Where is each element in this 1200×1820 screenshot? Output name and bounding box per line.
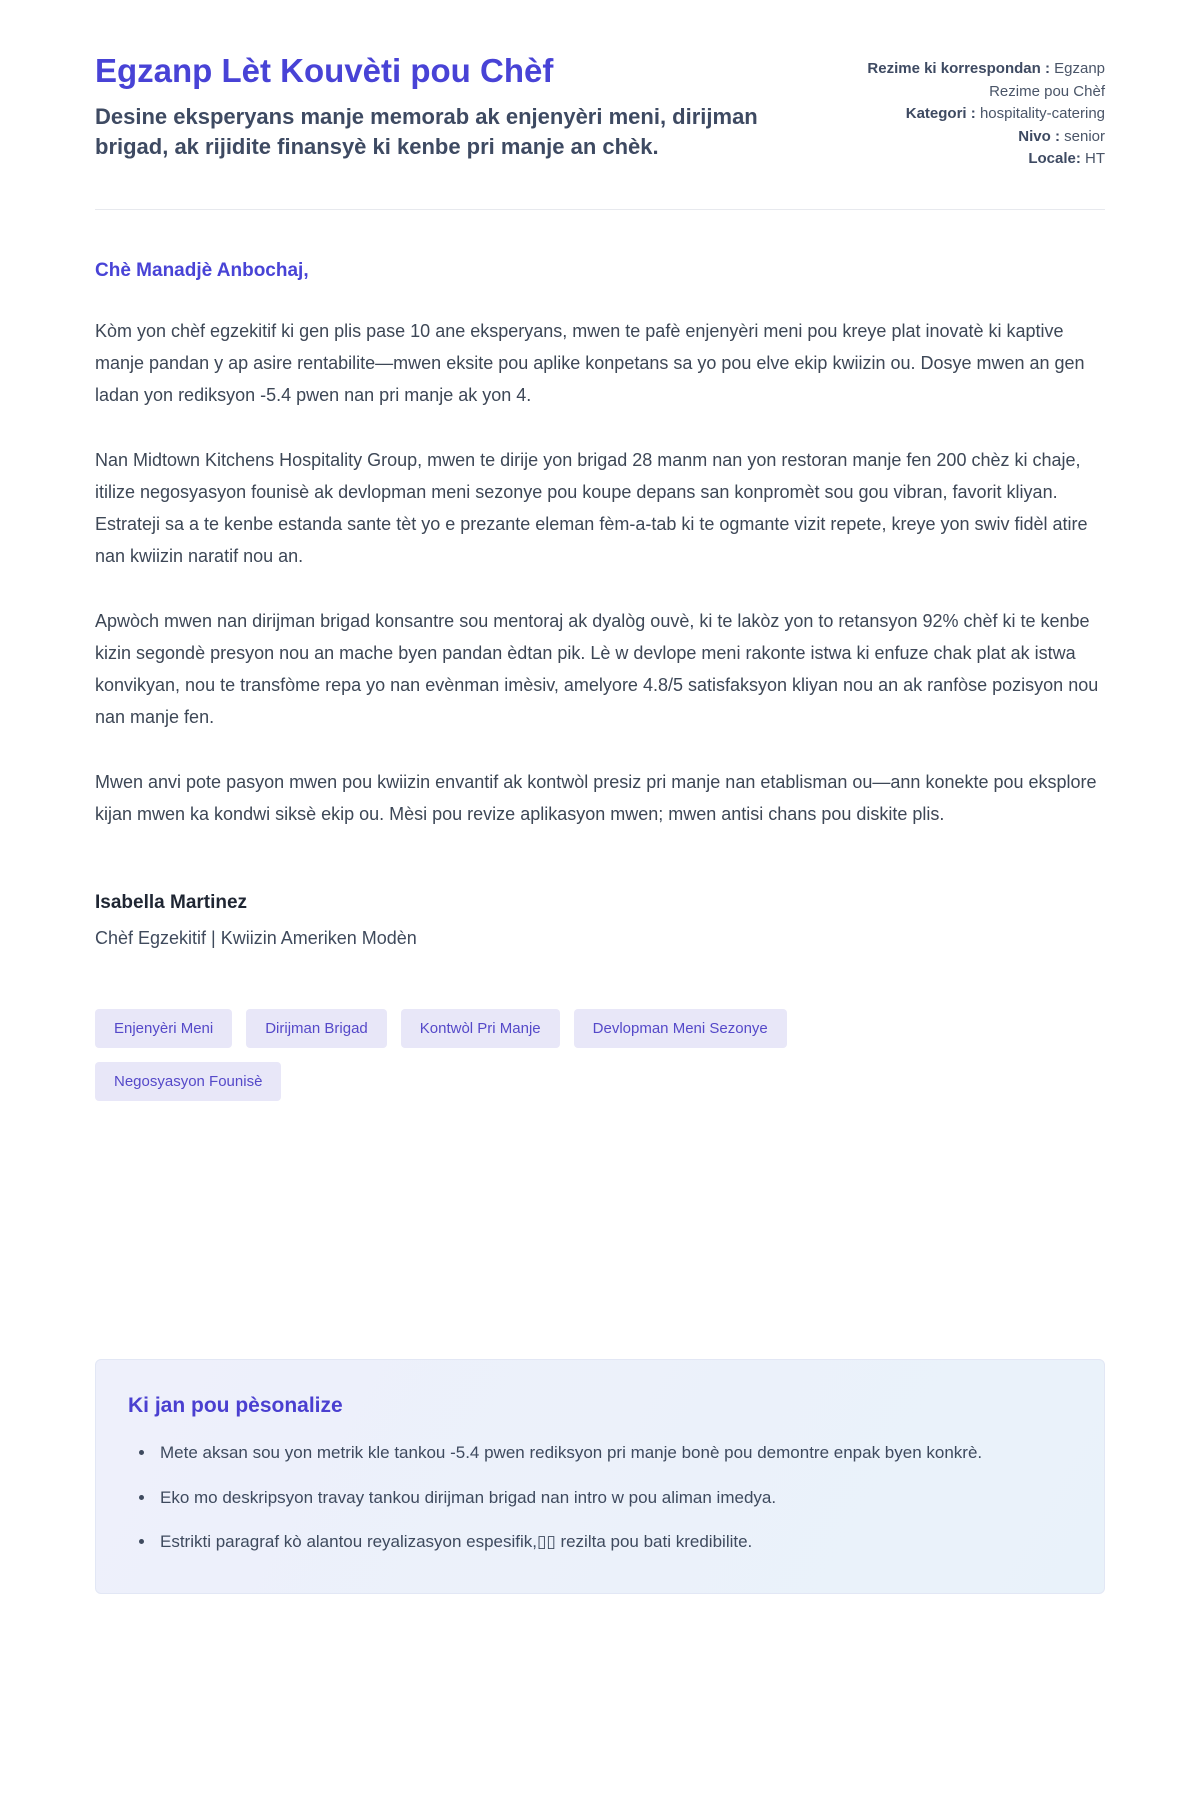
callout-bullet: • Mete aksan sou yon metrik kle tankou -5.4 pwen rediksyon pri manje bonè pou demontre enpak byen konkrè.: [156, 1438, 986, 1468]
header-divider: [95, 209, 1105, 210]
letter-paragraph: Nan Midtown Kitchens Hospitality Group, mwen te dirije yon brigad 28 manm nan yon restoran manje fen 200 chèz ki chaje, itilize negosyasyon founisè ak devlopman meni sezonye pou koupe depans san konpromèt sou gou vibran, favorit kliyan. Estrateji sa a te kenbe estanda sante tèt yo e prezante eleman fèm-a-tab ki te ogmante vizit repete, kreye yon swiv fidèl atire nan kwiizin naratif nou an.: [95, 449, 1088, 566]
meta-label: Locale:: [1028, 150, 1081, 167]
meta-value: hospitality-catering: [979, 105, 1105, 122]
letter-greeting: Chè Manadjè Anbochaj,: [95, 259, 309, 281]
meta-value: senior: [1064, 127, 1105, 145]
callout-bullet-list: [128, 1438, 1072, 1557]
letter-body: [95, 260, 1105, 949]
skill-tag: Dirijman Brigad: [246, 1009, 387, 1048]
meta-row: [867, 103, 1105, 126]
meta-label: Kategori :: [905, 105, 976, 122]
callout-bullet: • Estrikti paragraf kò alantou reyalizasyon espesifik,▯▯ rezilta pou bati kredibilite.: [156, 1527, 986, 1557]
letter-paragraph: Apwòch mwen nan dirijman brigad konsantre sou mentoraj ak dyalòg ouvè, ki te lakòz yon to retansyon 92% chèf ki te kenbe kizin segondè presyon nou an mache byen pandan èdtan pik. Lè w devlope meni rakonte istwa ki enfuze chak plat ak istwa konvikyan, nou te transfòme repa yo nan evènman imèsiv, amelyore 4.8/5 satisfaksyon kliyan nou an ak ranfòse pozisyon nou nan manje fen.: [95, 610, 1099, 727]
meta-row: [867, 58, 1105, 103]
page-subtitle: Desine eksperyans manje memorab ak enjenyèri meni, dirijman brigad, ak rijidite finansyè ki kenbe pri manje an chèk.: [95, 103, 758, 160]
letter-paragraph: Kòm yon chèf egzekitif ki gen plis pase 10 ane eksperyans, mwen te pafè enjenyèri meni pou kreye plat inovatè ki kaptive manje pandan y ap asire rentabilite—mwen eksite pou aplike konpetans sa yo pou elve ekip kwiizin ou. Dosye mwen an gen ladan yon rediksyon -5.4 pwen nan pri manje ak yon 4.: [95, 320, 1085, 405]
letter-paragraph: Mwen anvi pote pasyon mwen pou kwiizin envantif ak kontwòl presiz pri manje nan etablisman ou—ann konekte pou eksplore kijan mwen ka kondwi siksè ekip ou. Mèsi pou revize aplikasyon mwen; mwen antisi chans pou diskite plis.: [95, 771, 1097, 824]
page-header: [95, 52, 1105, 171]
callout-heading: Ki jan pou pèsonalize: [128, 1393, 343, 1417]
signature-title: Chèf Egzekitif | Kwiizin Ameriken Modèn: [95, 927, 417, 948]
meta-value: HT: [1085, 150, 1105, 167]
meta-row: [867, 126, 1105, 149]
callout-bullet: • Eko mo deskripsyon travay tankou dirijman brigad nan intro w pou aliman imedya.: [156, 1483, 986, 1513]
meta-label: Rezime ki korrespondan :: [867, 60, 1050, 77]
signature-block: [95, 892, 1105, 949]
skill-tag: Kontwòl Pri Manje: [401, 1009, 560, 1048]
signature-name: Isabella Martinez: [95, 891, 248, 913]
letter-paragraphs: [95, 315, 1105, 830]
header-title-block: [95, 52, 760, 163]
meta-value: Egzanp Rezime pou Chèf: [989, 60, 1105, 100]
meta-panel: [867, 52, 1105, 171]
meta-row: [867, 148, 1105, 171]
page-title: Egzanp Lèt Kouvèti pou Chèf: [95, 52, 554, 89]
skill-tag: Devlopman Meni Sezonye: [574, 1009, 787, 1048]
skill-tags-list: [95, 1009, 875, 1101]
cover-letter-page: [95, 0, 1105, 1654]
skill-tag: Enjenyèri Meni: [95, 1009, 232, 1048]
meta-label: Nivo :: [1018, 127, 1060, 145]
skill-tag: Negosyasyon Founisè: [95, 1062, 281, 1101]
customize-callout: [95, 1359, 1105, 1594]
